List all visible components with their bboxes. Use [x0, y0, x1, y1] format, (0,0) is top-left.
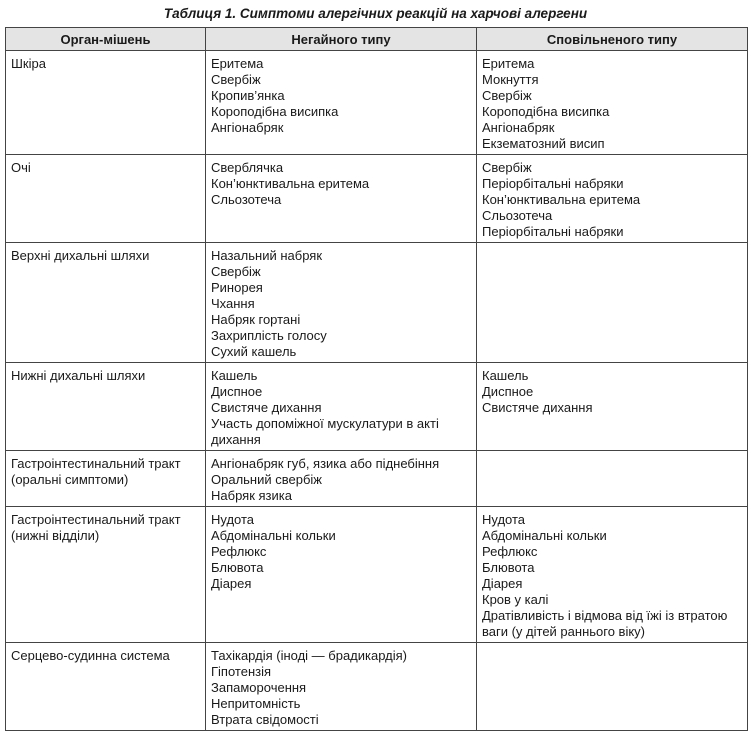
delayed-symptoms-cell	[477, 643, 748, 731]
immediate-symptoms-cell	[206, 451, 477, 507]
symptom-item: Дратівливість і відмова від їжі із втратою ваги (у дітей раннього віку)	[482, 608, 728, 639]
delayed-symptoms-cell	[477, 155, 748, 243]
symptom-item: Кропив’янка	[211, 88, 285, 103]
symptom-item: Мокнуття	[482, 72, 539, 87]
symptom-item: Кон’юнктивальна еритема	[482, 192, 641, 207]
header-row	[6, 28, 748, 51]
table-row	[6, 451, 748, 507]
header-organ: Орган-мішень	[6, 28, 206, 51]
symptom-item: Ангіонабряк	[211, 120, 284, 135]
symptom-item: Сухий кашель	[211, 344, 297, 359]
symptom-item: Свистяче дихання	[211, 400, 322, 415]
symptom-item: Чхання	[211, 296, 255, 311]
symptom-item: Набряк язика	[211, 488, 292, 503]
delayed-symptoms-cell	[477, 451, 748, 507]
symptom-item: Свистяче дихання	[482, 400, 593, 415]
symptom-item: Тахікардія (іноді — брадикардія)	[211, 648, 408, 663]
immediate-symptoms-cell	[206, 643, 477, 731]
immediate-symptoms-cell	[206, 363, 477, 451]
delayed-symptoms-cell	[477, 51, 748, 155]
symptom-item: Діарея	[211, 576, 252, 591]
table-row	[6, 643, 748, 731]
organ-cell: Серцево-судинна система	[6, 643, 206, 731]
delayed-symptoms-cell	[477, 243, 748, 363]
symptom-item: Ангіонабряк губ, язика або піднебіння	[211, 456, 440, 471]
symptom-item: Свербіж	[211, 264, 261, 279]
header-immediate: Негайного типу	[206, 28, 477, 51]
symptom-item: Сльозотеча	[482, 208, 553, 223]
symptom-item: Непритомність	[211, 696, 301, 711]
organ-cell: Гастроінтестинальний тракт (нижні відділи)	[6, 507, 206, 643]
symptom-item: Блювота	[482, 560, 535, 575]
symptom-item: Запаморочення	[211, 680, 307, 695]
delayed-symptoms-cell	[477, 363, 748, 451]
symptom-item: Періорбітальні набряки	[482, 224, 624, 239]
symptom-item: Свербіж	[482, 160, 532, 175]
delayed-symptoms-cell	[477, 507, 748, 643]
symptom-item: Нудота	[482, 512, 526, 527]
symptom-item: Діарея	[482, 576, 523, 591]
symptom-item: Еритема	[482, 56, 535, 71]
symptom-item: Еритема	[211, 56, 264, 71]
table-row	[6, 363, 748, 451]
symptom-item: Ринорея	[211, 280, 263, 295]
organ-cell: Шкіра	[6, 51, 206, 155]
symptoms-table	[5, 27, 748, 731]
symptom-item: Абдомінальні кольки	[482, 528, 607, 543]
immediate-symptoms-cell	[206, 243, 477, 363]
symptom-item: Диспное	[482, 384, 534, 399]
symptom-item: Участь допоміжної мускулатури в акті дихання	[211, 416, 439, 447]
symptom-item: Нудота	[211, 512, 255, 527]
symptom-item: Кашель	[482, 368, 529, 383]
organ-cell: Очі	[6, 155, 206, 243]
symptom-item: Рефлюкс	[211, 544, 267, 559]
symptom-item: Екзематозний висип	[482, 136, 605, 151]
symptom-item: Короподібна висипка	[482, 104, 610, 119]
symptom-item: Кон’юнктивальна еритема	[211, 176, 370, 191]
symptom-item: Ангіонабряк	[482, 120, 555, 135]
symptom-item: Свербіж	[482, 88, 532, 103]
immediate-symptoms-cell	[206, 51, 477, 155]
immediate-symptoms-cell	[206, 155, 477, 243]
symptom-item: Назальний набряк	[211, 248, 323, 263]
symptom-item: Абдомінальні кольки	[211, 528, 336, 543]
organ-cell: Гастроінтестинальний тракт (оральні симптоми)	[6, 451, 206, 507]
symptom-item: Рефлюкс	[482, 544, 538, 559]
symptom-item: Набряк гортані	[211, 312, 301, 327]
immediate-symptoms-cell	[206, 507, 477, 643]
table-row	[6, 507, 748, 643]
symptom-item: Сльозотеча	[211, 192, 282, 207]
table-row	[6, 51, 748, 155]
organ-cell: Верхні дихальні шляхи	[6, 243, 206, 363]
symptom-item: Сверблячка	[211, 160, 284, 175]
table-row	[6, 155, 748, 243]
table-row	[6, 243, 748, 363]
symptom-item: Кров у калі	[482, 592, 549, 607]
header-delayed: Сповільненого типу	[477, 28, 748, 51]
symptom-item: Захриплість голосу	[211, 328, 327, 343]
organ-cell: Нижні дихальні шляхи	[6, 363, 206, 451]
symptom-item: Втрата свідомості	[211, 712, 319, 727]
symptom-item: Кашель	[211, 368, 258, 383]
symptom-item: Свербіж	[211, 72, 261, 87]
symptom-item: Оральний свербіж	[211, 472, 322, 487]
symptom-item: Блювота	[211, 560, 264, 575]
table-caption: Таблиця 1. Симптоми алергічних реакцій на харчові алергени	[163, 6, 588, 21]
symptom-item: Гіпотензія	[211, 664, 272, 679]
symptom-item: Періорбітальні набряки	[482, 176, 624, 191]
symptom-item: Диспное	[211, 384, 263, 399]
symptom-item: Короподібна висипка	[211, 104, 339, 119]
